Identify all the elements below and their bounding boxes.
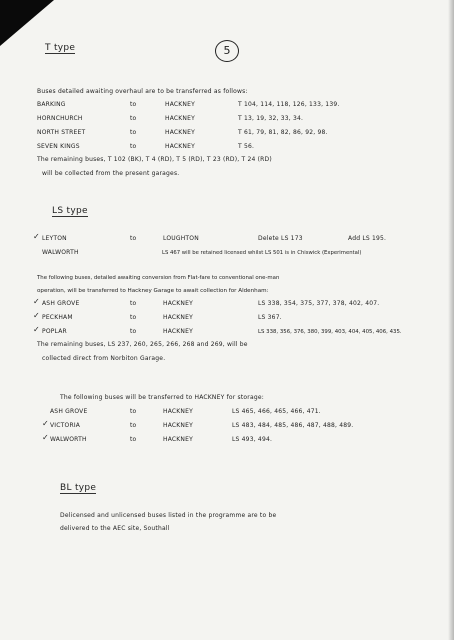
t-dest-2: HACKNEY (165, 129, 195, 136)
t-buses-3: T 56. (238, 143, 255, 150)
t-to-1: to (130, 115, 137, 122)
t-to-3: to (130, 143, 137, 150)
ls-storage-dest-1: HACKNEY (163, 422, 193, 429)
page-number: 5 (215, 40, 239, 62)
ls-buses-2: LS 338, 356, 376, 380, 399, 403, 404, 405, 406, 435. (258, 329, 402, 335)
t-remaining-line-2: will be collected from the present garages. (42, 170, 180, 177)
ls-to-0: to (130, 300, 137, 307)
ls-row2-note: LS 467 will be retained licensed whilst LS 501 is in Chiswick (Experimental) (162, 250, 362, 256)
t-dest-0: HACKNEY (165, 101, 195, 108)
check-mark-icon: ✓ (42, 419, 49, 428)
t-from-2: NORTH STREET (37, 129, 86, 136)
ls-storage-to-2: to (130, 436, 137, 443)
ls-remaining-line-2: collected direct from Norbiton Garage. (42, 355, 166, 362)
check-mark-icon: ✓ (42, 433, 49, 442)
t-dest-1: HACKNEY (165, 115, 195, 122)
t-from-0: BARKING (37, 101, 66, 108)
ls-dest-0: HACKNEY (163, 300, 193, 307)
ls-storage-to-0: to (130, 408, 137, 415)
t-remaining-line-1: The remaining buses, T 102 (BK), T 4 (RD), T 5 (RD), T 23 (RD), T 24 (RD) (37, 156, 272, 163)
ls-para-line-2: operation, will be transferred to Hackney Garage to await collection for Aldenham: (37, 288, 269, 294)
t-type-heading: T type (45, 43, 76, 53)
ls-row1-dest: LOUGHTON (163, 235, 199, 242)
check-mark-icon: ✓ (33, 297, 40, 306)
ls-dest-2: HACKNEY (163, 328, 193, 335)
ls-from-1: PECKHAM (42, 314, 73, 321)
ls-storage-intro: The following buses will be transferred to HACKNEY for storage: (60, 394, 264, 401)
t-dest-3: HACKNEY (165, 143, 195, 150)
t-to-0: to (130, 101, 137, 108)
ls-storage-from-0: ASH GROVE (50, 408, 88, 415)
t-type-intro: Buses detailed awaiting overhaul are to be transferred as follows: (37, 88, 248, 95)
ls-to-1: to (130, 314, 137, 321)
t-buses-0: T 104, 114, 118, 126, 133, 139. (238, 101, 340, 108)
ls-remaining-line-1: The remaining buses, LS 237, 260, 265, 266, 268 and 269, will be (37, 341, 248, 348)
ls-storage-buses-1: LS 483, 484, 485, 486, 487, 488, 489. (232, 422, 354, 429)
check-mark-icon: ✓ (33, 325, 40, 334)
ls-storage-dest-2: HACKNEY (163, 436, 193, 443)
t-from-1: HORNCHURCH (37, 115, 83, 122)
ls-storage-buses-2: LS 493, 494. (232, 436, 273, 443)
ls-from-2: POPLAR (42, 328, 67, 335)
ls-from-0: ASH GROVE (42, 300, 80, 307)
ls-buses-0: LS 338, 354, 375, 377, 378, 402, 407. (258, 300, 380, 307)
t-to-2: to (130, 129, 137, 136)
check-mark-icon: ✓ (33, 232, 40, 241)
scan-edge-shadow (448, 0, 454, 640)
ls-row1-add: Add LS 195. (348, 235, 387, 242)
check-mark-icon: ✓ (33, 311, 40, 320)
ls-row1-from: LEYTON (42, 235, 67, 242)
ls-row2-from: WALWORTH (42, 249, 79, 256)
ls-to-2: to (130, 328, 137, 335)
ls-row1-to: to (130, 235, 137, 242)
t-from-3: SEVEN KINGS (37, 143, 80, 150)
ls-para-line-1: The following buses, detailed awaiting conversion from Flat-fare to conventional one-man (37, 275, 280, 281)
ls-storage-dest-0: HACKNEY (163, 408, 193, 415)
ls-storage-to-1: to (130, 422, 137, 429)
ls-row1-delete: Delete LS 173 (258, 235, 303, 242)
ls-storage-buses-0: LS 465, 466, 465, 466, 471. (232, 408, 321, 415)
ls-buses-1: LS 367. (258, 314, 282, 321)
ls-storage-from-2: WALWORTH (50, 436, 87, 443)
bl-type-heading: BL type (60, 483, 97, 493)
t-buses-2: T 61, 79, 81, 82, 86, 92, 98. (238, 129, 328, 136)
t-buses-1: T 13, 19, 32, 33, 34. (238, 115, 304, 122)
ls-dest-1: HACKNEY (163, 314, 193, 321)
bl-line-1: Delicensed and unlicensed buses listed in the programme are to be (60, 512, 277, 519)
ls-type-heading: LS type (52, 206, 88, 216)
bl-line-2: delivered to the AEC site, Southall (60, 525, 170, 532)
ls-storage-from-1: VICTORIA (50, 422, 81, 429)
